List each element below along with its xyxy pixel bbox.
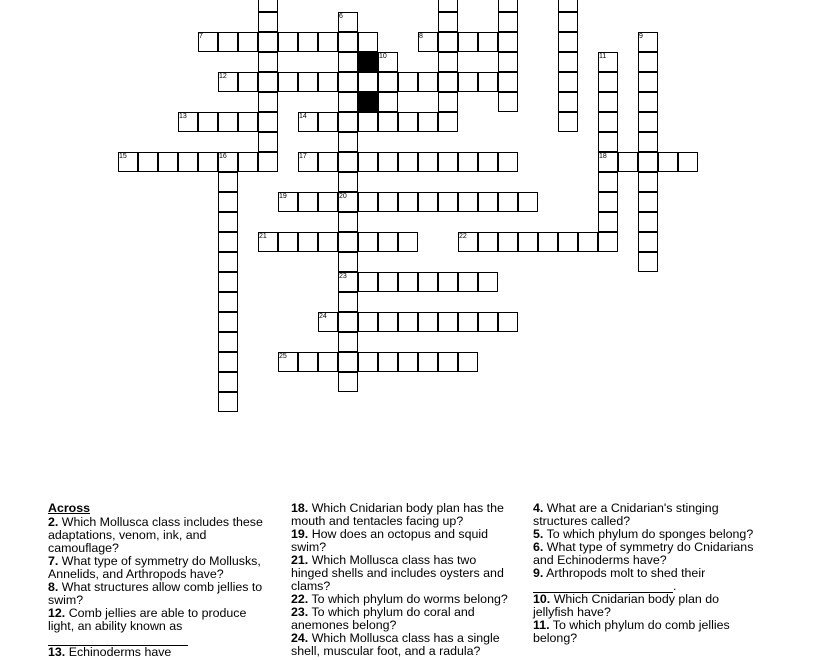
grid-cell[interactable] <box>218 392 238 412</box>
grid-cell[interactable] <box>338 252 358 272</box>
grid-cell[interactable] <box>358 272 378 292</box>
clue-across-8 <box>48 581 273 607</box>
grid-cell[interactable] <box>638 112 658 132</box>
clue-across-23 <box>291 606 516 632</box>
clue-text: To which phylum do comb jellies belong? <box>533 618 730 645</box>
grid-cell[interactable] <box>338 112 358 132</box>
clue-down-9: 9. Arthropods molt to shed their . <box>533 566 706 593</box>
grid-cell[interactable] <box>438 112 458 132</box>
grid-cell[interactable] <box>398 232 418 252</box>
grid-cell[interactable] <box>318 152 338 172</box>
grid-cell[interactable] <box>638 252 658 272</box>
grid-cell[interactable] <box>218 352 238 372</box>
grid-cell[interactable] <box>298 232 318 252</box>
grid-cell[interactable] <box>498 52 518 72</box>
grid-cell[interactable] <box>258 112 278 132</box>
clue-text: Arthropods molt to shed their <box>546 566 706 580</box>
grid-cell[interactable] <box>318 232 338 252</box>
grid-cell[interactable] <box>598 212 618 232</box>
black-cell <box>358 92 378 112</box>
grid-cell[interactable] <box>218 312 238 332</box>
grid-cell[interactable] <box>438 312 458 332</box>
grid-cell[interactable] <box>498 32 518 52</box>
clue-across-13 <box>48 646 273 659</box>
grid-cell[interactable] <box>558 232 578 252</box>
grid-cell[interactable] <box>318 352 338 372</box>
grid-cell[interactable] <box>298 112 318 132</box>
grid-cell[interactable] <box>598 92 618 112</box>
grid-cell[interactable] <box>638 32 658 52</box>
clue-text: What type of symmetry do Mollusks, Annelids, and Arthropods have? <box>48 554 261 581</box>
clue-text: To which phylum do sponges belong? <box>546 527 754 541</box>
grid-cell[interactable] <box>378 192 398 212</box>
clue-text: Comb jellies are able to produce light, an ability known as <box>48 606 247 633</box>
grid-cell[interactable] <box>598 112 618 132</box>
grid-cell[interactable] <box>438 92 458 112</box>
grid-cell[interactable] <box>458 32 478 52</box>
grid-cell[interactable] <box>558 32 578 52</box>
grid-cell[interactable] <box>218 272 238 292</box>
grid-cell[interactable] <box>278 232 298 252</box>
grid-cell[interactable] <box>438 152 458 172</box>
grid-cell[interactable] <box>638 52 658 72</box>
grid-cell[interactable] <box>358 152 378 172</box>
clue-number-label: 6 <box>339 13 343 20</box>
grid-cell[interactable] <box>438 0 458 12</box>
clue-text: Which Cnidarian body plan has the mouth and tentacles facing up? <box>291 501 504 528</box>
grid-cell[interactable] <box>418 352 438 372</box>
grid-cell[interactable] <box>338 192 358 212</box>
grid-cell[interactable] <box>418 272 438 292</box>
grid-cell[interactable] <box>238 32 258 52</box>
grid-cell[interactable] <box>578 232 598 252</box>
grid-cell[interactable] <box>418 192 438 212</box>
grid-cell[interactable] <box>418 152 438 172</box>
clue-number: 23. <box>291 605 309 619</box>
grid-cell[interactable] <box>378 312 398 332</box>
grid-cell[interactable] <box>258 32 278 52</box>
clue-column-2 <box>291 502 516 658</box>
clue-text: Which Cnidarian body plan do jellyfish have? <box>533 592 719 619</box>
grid-cell[interactable] <box>558 52 578 72</box>
grid-cell[interactable] <box>198 32 218 52</box>
grid-cell[interactable] <box>218 192 238 212</box>
grid-cell[interactable] <box>498 152 518 172</box>
clue-number-label: 21 <box>259 233 267 240</box>
grid-cell[interactable] <box>338 352 358 372</box>
clue-number: 4. <box>533 501 544 515</box>
grid-cell[interactable] <box>218 212 238 232</box>
grid-cell[interactable] <box>558 92 578 112</box>
clue-across-18 <box>291 502 516 528</box>
clue-text: What are a Cnidarian's stinging structures called? <box>533 501 719 528</box>
clue-number-label: 12 <box>219 73 227 80</box>
grid-cell[interactable] <box>438 52 458 72</box>
grid-cell[interactable] <box>158 152 178 172</box>
grid-cell[interactable] <box>318 72 338 92</box>
clue-number: 21. <box>291 553 309 567</box>
grid-cell[interactable] <box>398 352 418 372</box>
grid-cell[interactable] <box>418 32 438 52</box>
grid-cell[interactable] <box>338 232 358 252</box>
clue-number-label: 20 <box>339 193 347 200</box>
grid-cell[interactable] <box>458 352 478 372</box>
grid-cell[interactable] <box>598 232 618 252</box>
grid-cell[interactable] <box>218 372 238 392</box>
grid-cell[interactable] <box>458 232 478 252</box>
grid-cell[interactable] <box>218 332 238 352</box>
grid-cell[interactable] <box>438 72 458 92</box>
clue-number: 10. <box>533 592 551 606</box>
grid-cell[interactable] <box>498 312 518 332</box>
grid-cell[interactable] <box>478 32 498 52</box>
grid-cell[interactable] <box>338 72 358 92</box>
grid-cell[interactable] <box>378 72 398 92</box>
clue-across-21 <box>291 554 516 593</box>
clue-column-1 <box>48 502 273 659</box>
grid-cell[interactable] <box>118 152 138 172</box>
grid-cell[interactable] <box>298 72 318 92</box>
clue-number-label: 9 <box>639 33 643 40</box>
grid-cell[interactable] <box>398 272 418 292</box>
clue-text: Echinoderms have <box>68 645 172 659</box>
grid-cell[interactable] <box>598 132 618 152</box>
grid-cell[interactable] <box>558 12 578 32</box>
grid-cell[interactable] <box>418 72 438 92</box>
clue-number: 9. <box>533 566 544 580</box>
clue-number: 7. <box>48 554 59 568</box>
grid-cell[interactable] <box>198 112 218 132</box>
grid-cell[interactable] <box>278 72 298 92</box>
grid-cell[interactable] <box>498 192 518 212</box>
clue-across-12 <box>48 607 273 646</box>
grid-cell[interactable] <box>258 52 278 72</box>
clue-text: What structures allow comb jellies to swim? <box>48 580 263 607</box>
grid-cell[interactable] <box>478 152 498 172</box>
clue-number: 2. <box>48 515 59 529</box>
grid-cell[interactable] <box>378 232 398 252</box>
clue-number: 12. <box>48 606 66 620</box>
grid-cell[interactable] <box>438 12 458 32</box>
grid-cell[interactable] <box>618 152 638 172</box>
clue-text: How does an octopus and squid swim? <box>291 527 489 554</box>
grid-cell[interactable] <box>218 232 238 252</box>
grid-cell[interactable] <box>398 192 418 212</box>
clue-down-11 <box>533 619 763 645</box>
grid-cell[interactable] <box>198 152 218 172</box>
grid-cell[interactable] <box>358 232 378 252</box>
clue-number-label: 23 <box>339 273 347 280</box>
grid-cell[interactable] <box>558 0 578 12</box>
grid-cell[interactable] <box>378 92 398 112</box>
grid-cell[interactable] <box>178 152 198 172</box>
grid-cell[interactable] <box>458 312 478 332</box>
grid-cell[interactable] <box>478 72 498 92</box>
clue-column-3 <box>533 502 763 645</box>
grid-cell[interactable] <box>458 272 478 292</box>
grid-cell[interactable] <box>458 72 478 92</box>
clue-number-label: 8 <box>419 33 423 40</box>
grid-cell[interactable] <box>638 192 658 212</box>
clue-number: 11. <box>533 618 550 632</box>
clue-text: What type of symmetry do Cnidarians and Echinoderms have? <box>533 540 754 567</box>
clue-text: Which Mollusca class has two hinged shells and includes oysters and clams? <box>291 553 504 593</box>
clue-text: Which Mollusca class includes these adaptations, venom, ink, and camouflage? <box>48 515 263 555</box>
grid-cell[interactable] <box>258 12 278 32</box>
grid-cell[interactable] <box>498 92 518 112</box>
grid-cell[interactable] <box>598 172 618 192</box>
grid-cell[interactable] <box>638 92 658 112</box>
grid-cell[interactable] <box>238 72 258 92</box>
clue-number: 18. <box>291 501 309 515</box>
grid-cell[interactable] <box>558 112 578 132</box>
grid-cell[interactable] <box>298 152 318 172</box>
grid-cell[interactable] <box>458 152 478 172</box>
grid-cell[interactable] <box>298 32 318 52</box>
black-cell <box>358 52 378 72</box>
grid-cell[interactable] <box>278 352 298 372</box>
clue-number: 6. <box>533 540 544 554</box>
grid-cell[interactable] <box>458 192 478 212</box>
grid-cell[interactable] <box>498 72 518 92</box>
grid-cell[interactable] <box>338 52 358 72</box>
grid-cell[interactable] <box>338 132 358 152</box>
grid-cell[interactable] <box>658 152 678 172</box>
grid-cell[interactable] <box>298 192 318 212</box>
clue-number: 8. <box>48 580 59 594</box>
grid-cell[interactable] <box>518 192 538 212</box>
grid-cell[interactable] <box>138 152 158 172</box>
grid-cell[interactable] <box>258 92 278 112</box>
clue-number: 22. <box>291 592 309 606</box>
clue-number-label: 14 <box>299 113 307 120</box>
grid-cell[interactable] <box>638 212 658 232</box>
grid-cell[interactable] <box>318 32 338 52</box>
across-heading: Across <box>48 501 91 515</box>
grid-cell[interactable] <box>238 112 258 132</box>
grid-cell[interactable] <box>318 312 338 332</box>
grid-cell[interactable] <box>218 252 238 272</box>
clue-number-label: 15 <box>119 153 127 160</box>
grid-cell[interactable] <box>478 192 498 212</box>
grid-cell[interactable] <box>538 232 558 252</box>
grid-cell[interactable] <box>358 32 378 52</box>
grid-cell[interactable] <box>258 72 278 92</box>
grid-cell[interactable] <box>358 72 378 92</box>
grid-cell[interactable] <box>598 52 618 72</box>
clue-across-2 <box>48 516 273 555</box>
clue-across-24 <box>291 632 516 658</box>
grid-cell[interactable] <box>598 72 618 92</box>
clue-number-label: 19 <box>279 193 287 200</box>
grid-cell[interactable] <box>338 92 358 112</box>
clue-number-label: 10 <box>379 53 387 60</box>
grid-cell[interactable] <box>298 352 318 372</box>
clue-number-label: 25 <box>279 353 287 360</box>
grid-cell[interactable] <box>518 232 538 252</box>
grid-cell[interactable] <box>598 192 618 212</box>
clue-number-label: 17 <box>299 153 307 160</box>
grid-cell[interactable] <box>358 112 378 132</box>
grid-cell[interactable] <box>638 232 658 252</box>
clue-number: 19. <box>291 527 309 541</box>
clue-down-4 <box>533 502 763 528</box>
grid-cell[interactable] <box>498 12 518 32</box>
grid-cell[interactable] <box>438 272 458 292</box>
grid-cell[interactable] <box>258 152 278 172</box>
clue-down-6 <box>533 541 763 567</box>
grid-cell[interactable] <box>378 352 398 372</box>
clue-number-label: 7 <box>199 33 203 40</box>
grid-cell[interactable] <box>478 232 498 252</box>
grid-cell[interactable] <box>318 192 338 212</box>
grid-cell[interactable] <box>378 112 398 132</box>
grid-cell[interactable] <box>258 232 278 252</box>
grid-cell[interactable] <box>218 112 238 132</box>
grid-cell[interactable] <box>678 152 698 172</box>
grid-cell[interactable] <box>338 292 358 312</box>
grid-cell[interactable] <box>358 312 378 332</box>
clue-text: To which phylum do coral and anemones belong? <box>291 605 475 632</box>
clue-number-label: 13 <box>179 113 187 120</box>
grid-cell[interactable] <box>378 152 398 172</box>
grid-cell[interactable] <box>438 32 458 52</box>
grid-cell[interactable] <box>398 312 418 332</box>
grid-cell[interactable] <box>378 272 398 292</box>
grid-cell[interactable] <box>598 152 618 172</box>
grid-cell[interactable] <box>258 0 278 12</box>
grid-cell[interactable] <box>398 72 418 92</box>
grid-cell[interactable] <box>338 372 358 392</box>
grid-cell[interactable] <box>338 32 358 52</box>
clue-number-label: 18 <box>599 153 607 160</box>
clue-number-label: 24 <box>319 313 327 320</box>
grid-cell[interactable] <box>338 272 358 292</box>
grid-cell[interactable] <box>638 132 658 152</box>
grid-cell[interactable] <box>358 192 378 212</box>
grid-cell[interactable] <box>638 172 658 192</box>
clue-number: 24. <box>291 631 309 645</box>
grid-cell[interactable] <box>558 72 578 92</box>
clue-number: 5. <box>533 527 544 541</box>
grid-cell[interactable] <box>218 32 238 52</box>
grid-cell[interactable] <box>258 132 278 152</box>
grid-cell[interactable] <box>218 72 238 92</box>
grid-cell[interactable] <box>478 272 498 292</box>
grid-cell[interactable] <box>278 32 298 52</box>
grid-cell[interactable] <box>278 192 298 212</box>
clue-number-label: 11 <box>599 53 607 60</box>
grid-cell[interactable] <box>218 172 238 192</box>
grid-cell[interactable] <box>358 352 378 372</box>
clue-down-10 <box>533 593 763 619</box>
grid-cell[interactable] <box>338 332 358 352</box>
grid-cell[interactable] <box>438 352 458 372</box>
grid-cell[interactable] <box>498 232 518 252</box>
grid-cell[interactable] <box>418 312 438 332</box>
clue-across-19 <box>291 528 516 554</box>
grid-cell[interactable] <box>218 152 238 172</box>
grid-cell[interactable] <box>318 112 338 132</box>
grid-cell[interactable] <box>338 212 358 232</box>
grid-cell[interactable] <box>638 72 658 92</box>
grid-cell[interactable] <box>238 152 258 172</box>
grid-cell[interactable] <box>418 112 438 132</box>
grid-cell[interactable] <box>338 172 358 192</box>
clue-number-label: 16 <box>219 153 227 160</box>
clue-text: To which phylum do worms belong? <box>311 592 508 606</box>
grid-cell[interactable] <box>478 312 498 332</box>
grid-cell[interactable] <box>498 0 518 12</box>
clue-number-label: 22 <box>459 233 467 240</box>
grid-cell[interactable] <box>638 152 658 172</box>
grid-cell[interactable] <box>178 112 198 132</box>
clue-number: 13. <box>48 645 66 659</box>
grid-cell[interactable] <box>398 152 418 172</box>
grid-cell[interactable] <box>338 12 358 32</box>
clue-across-7 <box>48 555 273 581</box>
grid-cell[interactable] <box>338 312 358 332</box>
grid-cell[interactable] <box>338 152 358 172</box>
grid-cell[interactable] <box>438 192 458 212</box>
grid-cell[interactable] <box>218 292 238 312</box>
grid-cell[interactable] <box>398 112 418 132</box>
clue-text: Which Mollusca class has a single shell, muscular foot, and a radula? <box>291 631 500 658</box>
grid-cell[interactable] <box>378 52 398 72</box>
